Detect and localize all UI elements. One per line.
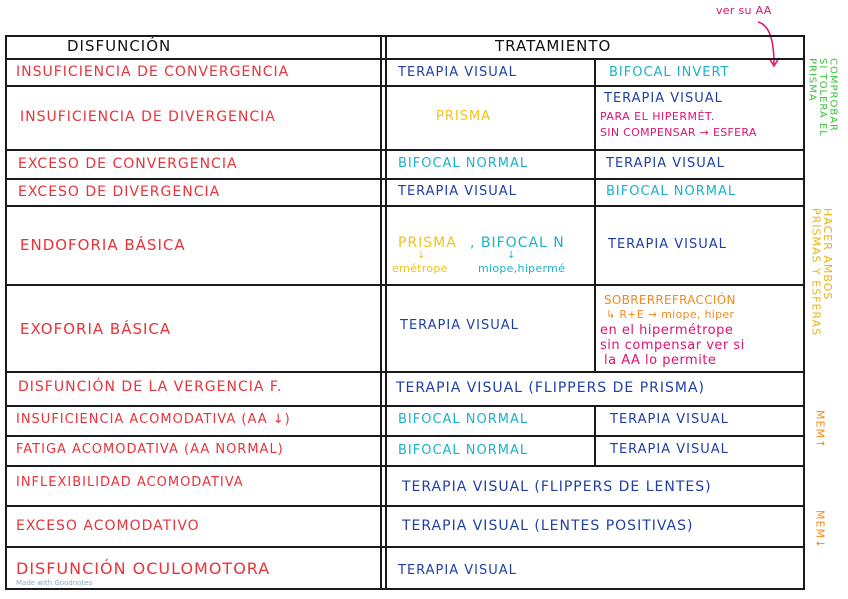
treatment-note: SOBRERREFRACCIÓN xyxy=(604,293,736,307)
side-note-mem-down: MEM↓ xyxy=(813,510,827,550)
curved-arrow-icon xyxy=(752,20,782,70)
dysfunction-cell: FATIGA ACOMODATIVA (AA NORMAL) xyxy=(16,442,284,457)
top-note: ver su AA xyxy=(716,4,772,17)
treatment-note: ↳ R+E → miope, hiper xyxy=(606,308,735,321)
treatment-cell: TERAPIA VISUAL xyxy=(610,412,729,427)
down-arrow-icon: ↓ xyxy=(507,250,517,261)
treatment-cell: TERAPIA VISUAL xyxy=(398,563,517,578)
dysfunction-cell: INFLEXIBILIDAD ACOMODATIVA xyxy=(16,475,244,490)
treatment-cell: BIFOCAL INVERT xyxy=(609,65,730,80)
treatment-cell: PRISMA xyxy=(398,235,457,251)
treatment-cell: , BIFOCAL N xyxy=(470,235,565,251)
treatment-note: PARA EL HIPERMÉT. xyxy=(600,110,715,123)
dysfunction-cell: EXOFORIA BÁSICA xyxy=(20,320,172,338)
treatment-note: SIN COMPENSAR → ESFERA xyxy=(600,126,757,139)
header-dysfunction: DISFUNCIÓN xyxy=(67,37,172,55)
dysfunction-cell: EXCESO ACOMODATIVO xyxy=(16,518,200,534)
header-treatment: TRATAMIENTO xyxy=(495,37,612,55)
dysfunction-cell: EXCESO DE CONVERGENCIA xyxy=(18,156,238,172)
treatment-cell: TERAPIA VISUAL xyxy=(400,318,519,333)
side-note-mem-up: MEM↑ xyxy=(813,410,827,450)
treatment-cell: TERAPIA VISUAL xyxy=(610,442,729,457)
dysfunction-cell: DISFUNCIÓN OCULOMOTORA xyxy=(16,559,271,578)
side-note-yellow: HACER AMBOS PRISMAS Y ESFERAS xyxy=(809,208,835,337)
treatment-cell: TERAPIA VISUAL xyxy=(608,237,727,252)
side-note-green: COMPROBAR SI TOLERA EL PRISMA xyxy=(806,58,839,137)
treatment-note: la AA lo permite xyxy=(604,353,717,368)
treatment-cell: BIFOCAL NORMAL xyxy=(398,443,529,458)
dysfunction-cell: INSUFICIENCIA ACOMODATIVA (AA ↓) xyxy=(16,412,291,427)
treatment-cell: TERAPIA VISUAL xyxy=(398,184,517,199)
treatment-note: sin compensar ver si xyxy=(600,338,745,353)
treatment-cell: TERAPIA VISUAL (LENTES POSITIVAS) xyxy=(402,518,694,534)
treatment-cell: TERAPIA VISUAL (FLIPPERS DE PRISMA) xyxy=(396,380,706,396)
treatment-note: miope,hipermé xyxy=(478,262,566,275)
dysfunction-cell: INSUFICIENCIA DE CONVERGENCIA xyxy=(16,64,290,80)
treatment-cell: PRISMA xyxy=(436,109,492,124)
treatment-cell: BIFOCAL NORMAL xyxy=(398,156,529,171)
dysfunction-cell: ENDOFORIA BÁSICA xyxy=(20,236,186,254)
treatment-note: emétrope xyxy=(392,262,448,275)
watermark: Made with Goodnotes xyxy=(16,579,93,587)
treatment-cell: TERAPIA VISUAL xyxy=(604,91,723,106)
treatment-cell: TERAPIA VISUAL xyxy=(398,65,517,80)
dysfunction-cell: DISFUNCIÓN DE LA VERGENCIA F. xyxy=(18,379,283,395)
treatment-cell: TERAPIA VISUAL xyxy=(606,156,725,171)
treatment-cell: TERAPIA VISUAL (FLIPPERS DE LENTES) xyxy=(402,479,712,495)
treatment-cell: BIFOCAL NORMAL xyxy=(606,184,737,199)
treatment-cell: BIFOCAL NORMAL xyxy=(398,412,529,427)
down-arrow-icon: ↓ xyxy=(417,250,427,261)
treatment-note: en el hipermétrope xyxy=(600,323,734,338)
dysfunction-cell: INSUFICIENCIA DE DIVERGENCIA xyxy=(20,109,276,125)
dysfunction-cell: EXCESO DE DIVERGENCIA xyxy=(18,184,221,200)
